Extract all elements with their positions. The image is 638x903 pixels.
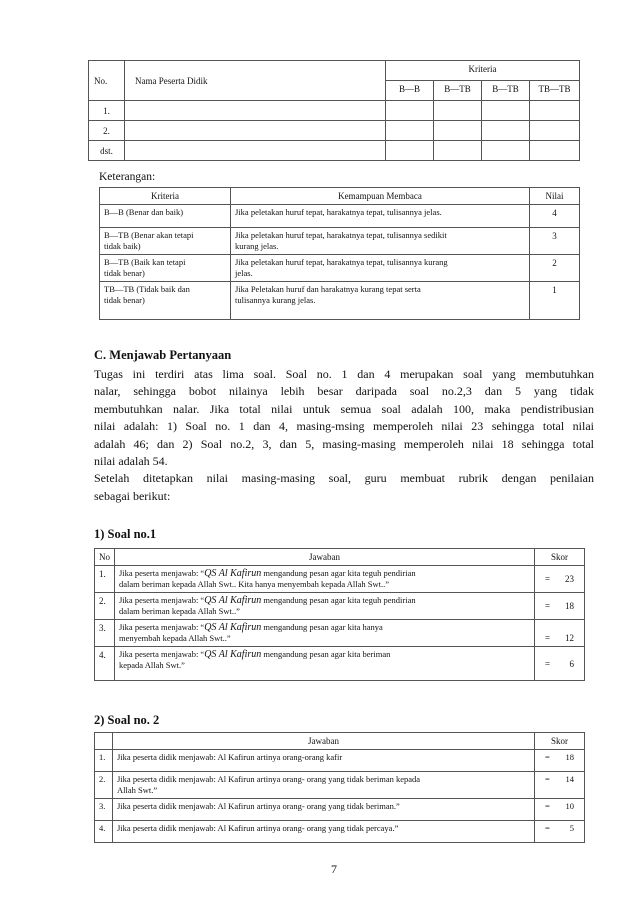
header-jawaban: Jawaban (113, 733, 535, 750)
jawaban-cell: Jika peserta menjawab: “QS Al Kafirun mengandung pesan agar kita teguh pendirian dalam beriman kepada Allah Swt..” (115, 593, 535, 620)
cell (434, 121, 482, 141)
table-row (95, 647, 585, 681)
header-kriteria: Kriteria (100, 188, 231, 205)
text-line: Setelah ditetapkan nilai masing-masing soal, guru membuat rubrik dengan penilaian (94, 471, 594, 486)
skor-cell: = 12 (535, 620, 585, 647)
row-number: 3. (95, 620, 115, 647)
cell (530, 101, 580, 121)
name-cell (125, 141, 386, 161)
soal1-rubric-table (94, 548, 585, 681)
jawaban-cell: Jika peserta didik menjawab: Al Kafirun artinya orang- orang yang tidak beriman.” (113, 799, 535, 821)
row-number: 4. (95, 821, 113, 843)
subheader: B—TB (482, 81, 530, 101)
nilai-cell: 2 (530, 255, 580, 282)
table-row (95, 821, 585, 843)
keterangan-label: Keterangan: (99, 171, 156, 183)
cell (530, 121, 580, 141)
table-row (100, 228, 580, 255)
table-row (100, 282, 580, 320)
row-number: 2. (95, 772, 113, 799)
header-kriteria: Kriteria (386, 61, 580, 81)
cell (434, 141, 482, 161)
table-row (95, 772, 585, 799)
text-line: Tugas ini terdiri atas lima soal. Soal no. 1 dan 4 merupakan soal yang membutuhkan (94, 367, 594, 381)
table-row (89, 101, 580, 121)
paragraph-1 (94, 366, 594, 505)
row-number: 1. (95, 750, 113, 772)
skor-cell: = 23 (535, 566, 585, 593)
jawaban-cell: Jika peserta menjawab: “QS Al Kafirun mengandung pesan agar kita teguh pendirian dalam beriman kepada Allah Swt.. Kita hanya menyembah kepada Allah Swt..” (115, 566, 535, 593)
cell (386, 141, 434, 161)
row-number: 4. (95, 647, 115, 681)
row-number: 1. (89, 101, 125, 121)
cell (434, 101, 482, 121)
subheader: TB—TB (530, 81, 580, 101)
jawaban-cell: Jika peserta didik menjawab: Al Kafirun artinya orang-orang kafir (113, 750, 535, 772)
text-line: adalah 46; dan 2) Soal no.2, 3, dan 5, masing-masing memperoleh nilai 18 sehingga total (94, 436, 594, 451)
soal1-heading: 1) Soal no.1 (94, 527, 157, 541)
table-row (100, 205, 580, 228)
cell (482, 121, 530, 141)
table-row (95, 620, 585, 647)
name-cell (125, 101, 386, 121)
nilai-cell: 3 (530, 228, 580, 255)
jawaban-cell: Jika peserta didik menjawab: Al Kafirun artinya orang- orang yang tidak percaya.” (113, 821, 535, 843)
text-line: sebagai berikut: (94, 488, 171, 503)
assessment-table (88, 60, 580, 161)
table-row (95, 593, 585, 620)
table-row (100, 255, 580, 282)
table-row (95, 566, 585, 593)
skor-cell: = 10 (535, 799, 585, 821)
table-row (95, 799, 585, 821)
text-line: nilai adalah: 1) Soal no. 1 dan 4, masing-msing memperoleh nilai 23 sehingga total nilai (94, 419, 594, 434)
kemampuan-cell: Jika Peletakan huruf dan harakatnya kurang tepat serta tulisannya kurang jelas. (231, 282, 530, 320)
soal2-heading: 2) Soal no. 2 (94, 713, 160, 727)
jawaban-cell: Jika peserta menjawab: “QS Al Kafirun mengandung pesan agar kita beriman kepada Allah Swt.” (115, 647, 535, 681)
header-nama: Nama Peserta Didik (125, 61, 386, 101)
subheader: B—B (386, 81, 434, 101)
soal2-rubric-table (94, 732, 585, 843)
skor-cell: = 18 (535, 750, 585, 772)
row-number: 1. (95, 566, 115, 593)
section-heading: C. Menjawab Pertanyaan (94, 348, 232, 362)
header-jawaban: Jawaban (115, 549, 535, 566)
jawaban-cell: Jika peserta didik menjawab: Al Kafirun artinya orang- orang yang tidak beriman kepada Allah Swt.” (113, 772, 535, 799)
header-skor: Skor (535, 549, 585, 566)
row-number: 2. (89, 121, 125, 141)
cell (530, 141, 580, 161)
row-number: 2. (95, 593, 115, 620)
header-no: No (95, 549, 115, 566)
name-cell (125, 121, 386, 141)
header-no-empty (95, 733, 113, 750)
header-nilai: Nilai (530, 188, 580, 205)
text-line: nalar, sehingga bobot nilainya lebih besar daripada soal no.2,3 dan 5 yang tidak (94, 384, 594, 399)
kriteria-cell: B—B (Benar dan baik) (100, 205, 231, 228)
skor-cell: = 18 (535, 593, 585, 620)
skor-cell: = 5 (535, 821, 585, 843)
kemampuan-cell: Jika peletakan huruf tepat, harakatnya tepat, tulisannya jelas. (231, 205, 530, 228)
text-line: nilai adalah 54. (94, 454, 168, 469)
table-row (89, 121, 580, 141)
kriteria-cell: B—TB (Baik kan tetapi tidak benar) (100, 255, 231, 282)
page-number: 7 (331, 862, 337, 876)
kriteria-cell: TB—TB (Tidak baik dan tidak benar) (100, 282, 231, 320)
jawaban-cell: Jika peserta menjawab: “QS Al Kafirun mengandung pesan agar kita hanya menyembah kepada Allah Swt..” (115, 620, 535, 647)
cell (386, 121, 434, 141)
header-kemampuan: Kemampuan Membaca (231, 188, 530, 205)
skor-cell: = 14 (535, 772, 585, 799)
kemampuan-cell: Jika peletakan huruf tepat, harakatnya tepat, tulisannya sedikit kurang jelas. (231, 228, 530, 255)
header-skor: Skor (535, 733, 585, 750)
kriteria-cell: B—TB (Benar akan tetapi tidak baik) (100, 228, 231, 255)
nilai-cell: 4 (530, 205, 580, 228)
cell (386, 101, 434, 121)
subheader: B—TB (434, 81, 482, 101)
cell (482, 101, 530, 121)
row-number: 3. (95, 799, 113, 821)
text-line: membutuhkan nalar. Jika total nilai untuk semua soal adalah 100, maka pendistribusian (94, 401, 594, 416)
cell (482, 141, 530, 161)
row-number: dst. (89, 141, 125, 161)
table-row (89, 141, 580, 161)
skor-cell: = 6 (535, 647, 585, 681)
nilai-cell: 1 (530, 282, 580, 320)
header-no: No. (89, 61, 125, 101)
criteria-table (99, 187, 580, 320)
kemampuan-cell: Jika peletakan huruf tepat, harakatnya tepat, tulisannya kurang jelas. (231, 255, 530, 282)
table-row (95, 750, 585, 772)
